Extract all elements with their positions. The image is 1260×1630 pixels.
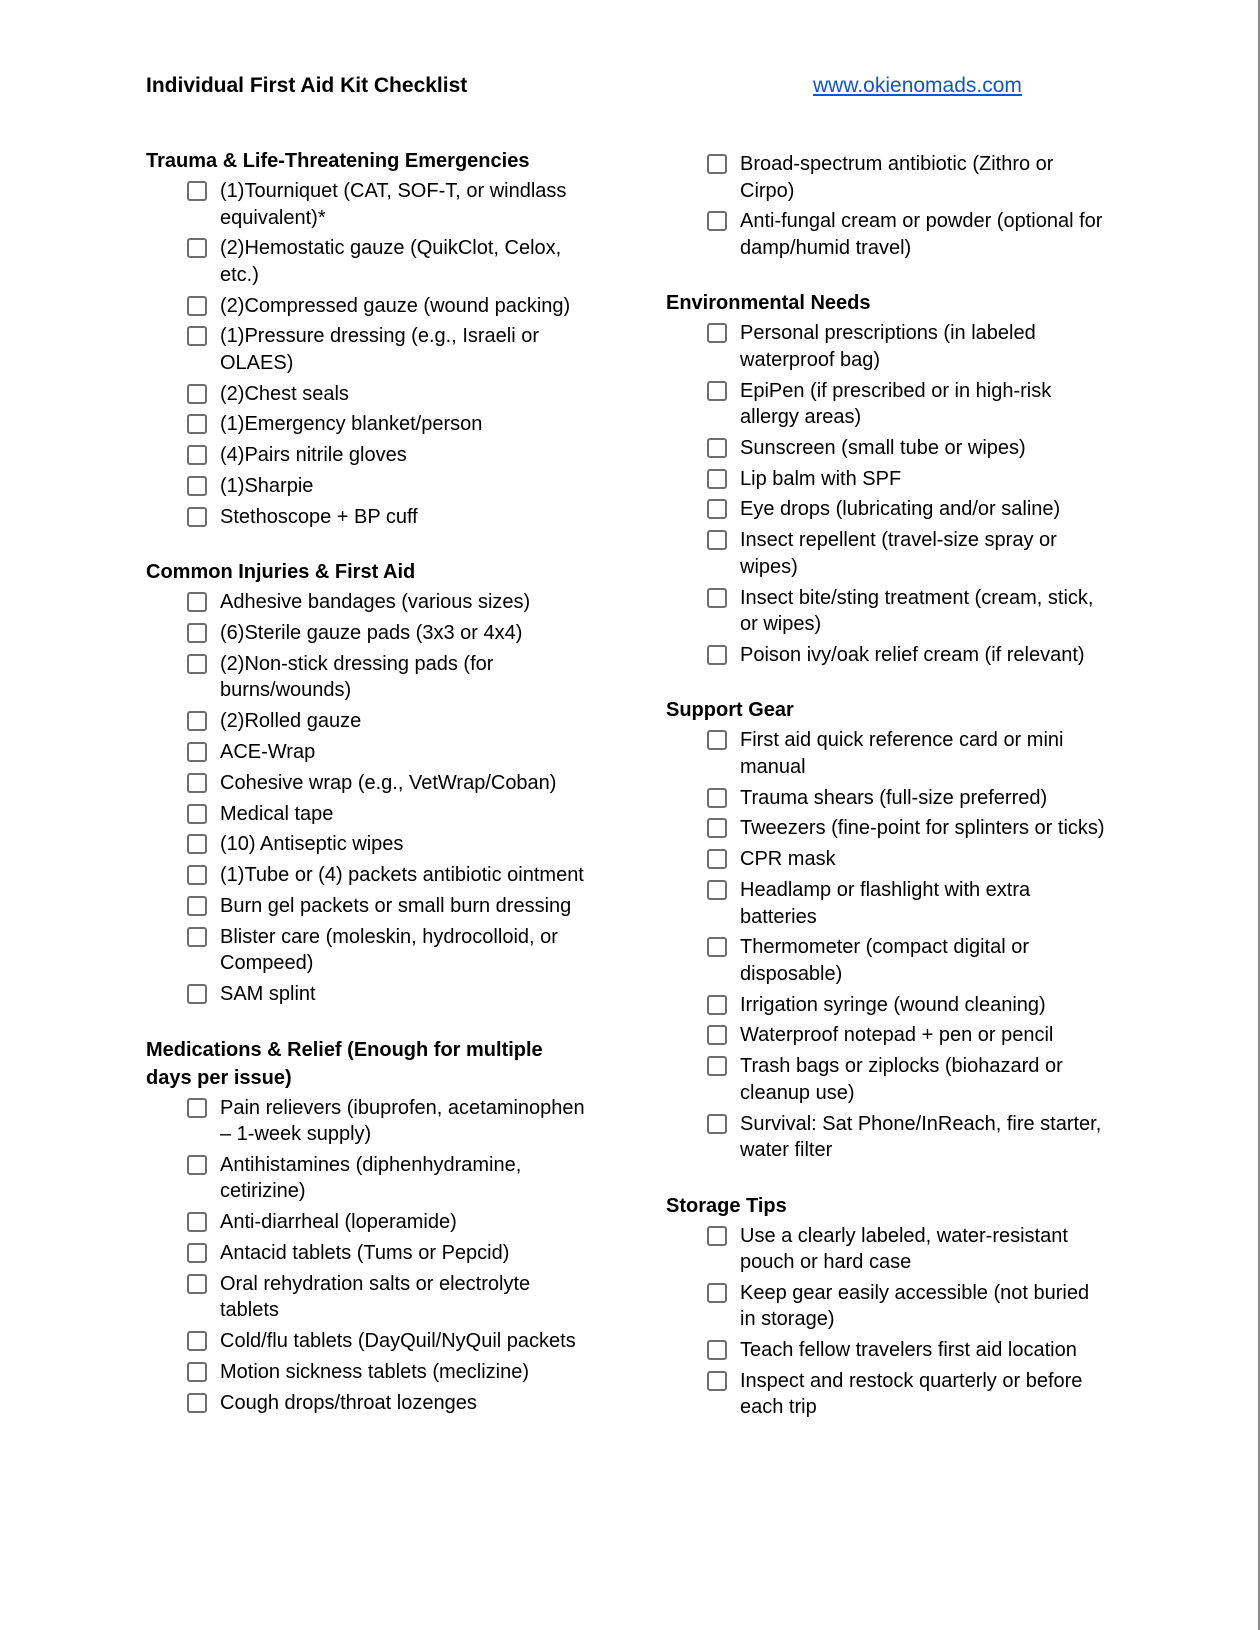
checklist-item[interactable] xyxy=(666,585,1126,638)
checklist-item-label: (4)Pairs nitrile gloves xyxy=(220,444,407,467)
checklist-item[interactable] xyxy=(146,235,606,288)
checkbox-icon[interactable] xyxy=(187,1212,207,1232)
checklist-item[interactable] xyxy=(146,831,606,858)
section-heading: Trauma & Life-Threatening Emergencies xyxy=(146,150,530,172)
checklist-item-label: (1)Tube or (4) packets antibiotic ointment xyxy=(220,864,584,887)
checklist-item-label: Insect repellent (travel-size spray or wipes) xyxy=(740,529,1057,578)
checklist-item[interactable] xyxy=(666,992,1126,1019)
checklist xyxy=(146,178,606,530)
checklist-item[interactable] xyxy=(146,708,606,735)
checklist-item[interactable] xyxy=(146,323,606,376)
checklist-item-label: (6)Sterile gauze pads (3x3 or 4x4) xyxy=(220,622,523,645)
checkbox-icon[interactable] xyxy=(707,1283,727,1303)
checklist-item[interactable] xyxy=(146,924,606,977)
checkbox-icon[interactable] xyxy=(187,1274,207,1294)
checkbox-icon[interactable] xyxy=(187,896,207,916)
checklist-item-label: Pain relievers (ibuprofen, acetaminophen – 1-week supply) xyxy=(220,1096,585,1146)
checkbox-icon[interactable] xyxy=(707,645,727,665)
checklist-item-label: (2)Compressed gauze (wound packing) xyxy=(220,294,571,317)
checklist-item[interactable] xyxy=(146,770,606,797)
section-medications-relief-enough-for-multiple-d xyxy=(146,1036,606,1417)
section-environmental-needs xyxy=(666,289,1126,668)
checkbox-icon[interactable] xyxy=(707,323,727,343)
checklist-item[interactable] xyxy=(666,1368,1126,1421)
checklist-item[interactable] xyxy=(666,496,1126,523)
checklist-item[interactable] xyxy=(146,1271,606,1324)
section-heading: Common Injuries & First Aid xyxy=(146,561,416,584)
checkbox-icon[interactable] xyxy=(187,1243,207,1263)
checklist-item[interactable] xyxy=(146,589,606,616)
checkbox-icon[interactable] xyxy=(187,1393,207,1413)
checklist-item[interactable] xyxy=(666,151,1126,204)
checkbox-icon[interactable] xyxy=(187,623,207,643)
checklist xyxy=(146,589,606,1007)
checkbox-icon[interactable] xyxy=(187,384,207,404)
checkbox-icon[interactable] xyxy=(187,865,207,885)
checklist-item[interactable] xyxy=(146,1209,606,1236)
checkbox-icon[interactable] xyxy=(707,849,727,869)
checklist-item-label: Adhesive bandages (various sizes) xyxy=(220,591,531,614)
checklist-item[interactable] xyxy=(666,815,1126,842)
checkbox-icon[interactable] xyxy=(187,445,207,465)
checkbox-icon[interactable] xyxy=(707,1025,727,1045)
checkbox-icon[interactable] xyxy=(187,326,207,346)
checklist-item-label: Cohesive wrap (e.g., VetWrap/Coban) xyxy=(220,771,557,794)
checklist-item-label: CPR mask xyxy=(740,848,836,871)
checklist-item-label: (1)Tourniquet (CAT, SOF-T, or windlass equivalent)* xyxy=(220,180,567,229)
checklist-item[interactable] xyxy=(666,1223,1126,1276)
checklist-item[interactable] xyxy=(146,1390,606,1417)
checklist-item-label: Stethoscope + BP cuff xyxy=(220,505,418,528)
checklist-item-label: (1)Emergency blanket/person xyxy=(220,413,483,436)
checkbox-icon[interactable] xyxy=(187,742,207,762)
checkbox-icon[interactable] xyxy=(187,1155,207,1175)
checkbox-icon[interactable] xyxy=(707,1056,727,1076)
checklist-item-label: Sunscreen (small tube or wipes) xyxy=(740,436,1026,459)
section-heading: Environmental Needs xyxy=(666,292,871,315)
checklist-item-label: Lip balm with SPF xyxy=(740,467,902,490)
checkbox-icon[interactable] xyxy=(707,1340,727,1360)
checkbox-icon[interactable] xyxy=(707,381,727,401)
checklist-item-label: Eye drops (lubricating and/or saline) xyxy=(740,498,1061,521)
checklist-item[interactable] xyxy=(146,862,606,889)
checkbox-icon[interactable] xyxy=(707,730,727,750)
checklist-item[interactable] xyxy=(666,1337,1126,1364)
checkbox-icon[interactable] xyxy=(187,181,207,201)
checkbox-icon[interactable] xyxy=(187,711,207,731)
checklist-item[interactable] xyxy=(666,877,1126,930)
checklist-item-label: Burn gel packets or small burn dressing xyxy=(220,895,572,918)
section-storage-tips xyxy=(666,1192,1126,1421)
right-column xyxy=(666,151,1126,1449)
checklist-item-label: (2)Hemostatic gauze (QuikClot, Celox, etc.) xyxy=(220,237,562,286)
checklist-item[interactable] xyxy=(146,1152,606,1205)
checklist-item-label: Motion sickness tablets (meclizine) xyxy=(220,1360,529,1383)
checkbox-icon[interactable] xyxy=(187,834,207,854)
checklist-item-label: Antacid tablets (Tums or Pepcid) xyxy=(220,1242,510,1265)
checkbox-icon[interactable] xyxy=(187,773,207,793)
checkbox-icon[interactable] xyxy=(187,1362,207,1382)
checklist xyxy=(666,727,1126,1163)
checklist-item[interactable] xyxy=(666,727,1126,780)
checkbox-icon[interactable] xyxy=(707,1371,727,1391)
checklist-item-label: (2)Non-stick dressing pads (for burns/wounds) xyxy=(220,652,494,702)
checklist-item[interactable] xyxy=(146,651,606,704)
checklist-item-label: Antihistamines (diphenhydramine, cetirizine) xyxy=(220,1153,522,1203)
checklist-item-label: (1)Sharpie xyxy=(220,475,314,498)
checkbox-icon[interactable] xyxy=(707,818,727,838)
checklist-item-label: Teach fellow travelers first aid location xyxy=(740,1339,1077,1362)
checkbox-icon[interactable] xyxy=(187,476,207,496)
checkbox-icon[interactable] xyxy=(707,937,727,957)
checklist-item-label: (2)Rolled gauze xyxy=(220,710,362,733)
checkbox-icon[interactable] xyxy=(707,154,727,174)
checklist-item[interactable] xyxy=(146,411,606,438)
checklist-item[interactable] xyxy=(666,1022,1126,1049)
checklist-item[interactable] xyxy=(146,1328,606,1355)
checklist-item-label: Medical tape xyxy=(220,802,334,825)
section-heading: Medications & Relief (Enough for multiple days per issue) xyxy=(146,1038,543,1089)
section-heading: Storage Tips xyxy=(666,1194,787,1217)
checkbox-icon[interactable] xyxy=(707,1226,727,1246)
checklist-item-label: Tweezers (fine-point for splinters or ticks) xyxy=(740,817,1105,840)
checklist-item-label: Use a clearly labeled, water-resistant pouch or hard case xyxy=(740,1224,1068,1274)
checklist-item[interactable] xyxy=(146,293,606,320)
checklist-item[interactable] xyxy=(666,1053,1126,1106)
checklist-item[interactable] xyxy=(666,1280,1126,1333)
checklist xyxy=(666,151,1126,261)
checklist-item-label: Survival: Sat Phone/InReach, fire starter, water filter xyxy=(740,1112,1102,1162)
checkbox-icon[interactable] xyxy=(187,1331,207,1351)
section-trauma-life-threatening-emergencies xyxy=(146,147,606,530)
checklist-item[interactable] xyxy=(146,981,606,1008)
checkbox-icon[interactable] xyxy=(187,296,207,316)
checkbox-icon[interactable] xyxy=(707,880,727,900)
checklist-item[interactable] xyxy=(666,320,1126,373)
checklist-item[interactable] xyxy=(146,1240,606,1267)
checklist-item[interactable] xyxy=(666,208,1126,261)
checklist-item-label: Cold/flu tablets (DayQuil/NyQuil packets xyxy=(220,1330,576,1353)
checklist-item-label: Thermometer (compact digital or disposable) xyxy=(740,936,1029,985)
checklist-item-label: Insect bite/sting treatment (cream, stick, or wipes) xyxy=(740,586,1094,636)
checklist-item-label: Personal prescriptions (in labeled waterproof bag) xyxy=(740,322,1036,371)
checklist-item-label: Cough drops/throat lozenges xyxy=(220,1391,477,1414)
checklist-item-label: Blister care (moleskin, hydrocolloid, or Compeed) xyxy=(220,925,558,975)
checkbox-icon[interactable] xyxy=(187,238,207,258)
checklist-item[interactable] xyxy=(146,801,606,828)
left-column xyxy=(146,147,606,1444)
checkbox-icon[interactable] xyxy=(187,804,207,824)
checkbox-icon[interactable] xyxy=(187,414,207,434)
checklist-item-label: Waterproof notepad + pen or pencil xyxy=(740,1024,1054,1047)
checklist-item-label: ACE-Wrap xyxy=(220,741,316,764)
checklist-item-label: First aid quick reference card or mini manual xyxy=(740,729,1064,778)
checklist-item[interactable] xyxy=(666,466,1126,493)
checklist-item-label: Irrigation syringe (wound cleaning) xyxy=(740,993,1046,1016)
checklist-item[interactable] xyxy=(666,785,1126,812)
website-link[interactable]: www.okienomads.com xyxy=(813,74,1022,97)
document-title: Individual First Aid Kit Checklist xyxy=(146,74,468,97)
checklist-item[interactable] xyxy=(146,178,606,231)
checkbox-icon[interactable] xyxy=(707,499,727,519)
checklist-item[interactable] xyxy=(146,620,606,647)
checklist-item-label: Anti-diarrheal (loperamide) xyxy=(220,1211,457,1234)
section-common-injuries-first-aid xyxy=(146,558,606,1007)
checkbox-icon[interactable] xyxy=(707,788,727,808)
section-continued xyxy=(666,151,1126,261)
checkbox-icon[interactable] xyxy=(187,1098,207,1118)
checkbox-icon[interactable] xyxy=(187,654,207,674)
checklist-item-label: (2)Chest seals xyxy=(220,382,349,405)
checklist-item[interactable] xyxy=(146,473,606,500)
checkbox-icon[interactable] xyxy=(707,995,727,1015)
checklist-item-label: Keep gear easily accessible (not buried in storage) xyxy=(740,1281,1090,1331)
section-support-gear xyxy=(666,696,1126,1163)
checklist-item[interactable] xyxy=(146,739,606,766)
checklist-item-label: Trash bags or ziplocks (biohazard or cleanup use) xyxy=(740,1055,1063,1104)
checkbox-icon[interactable] xyxy=(707,469,727,489)
checkbox-icon[interactable] xyxy=(187,592,207,612)
checklist-item[interactable] xyxy=(666,846,1126,873)
checklist-item[interactable] xyxy=(146,893,606,920)
checklist-item[interactable] xyxy=(146,381,606,408)
checkbox-icon[interactable] xyxy=(707,1114,727,1134)
checklist-item-label: Headlamp or flashlight with extra batteries xyxy=(740,879,1031,928)
checklist-item-label: Inspect and restock quarterly or before each trip xyxy=(740,1369,1083,1419)
checklist-item[interactable] xyxy=(146,442,606,469)
checkbox-icon[interactable] xyxy=(187,507,207,527)
checklist-item[interactable] xyxy=(666,527,1126,580)
checklist-item-label: Poison ivy/oak relief cream (if relevant) xyxy=(740,643,1085,666)
checkbox-icon[interactable] xyxy=(707,211,727,231)
checklist xyxy=(666,320,1126,668)
checklist-item-label: (10) Antiseptic wipes xyxy=(220,833,404,856)
checklist-item[interactable] xyxy=(666,934,1126,987)
checklist xyxy=(666,1223,1126,1421)
checklist xyxy=(146,1095,606,1417)
checkbox-icon[interactable] xyxy=(187,927,207,947)
checkbox-icon[interactable] xyxy=(707,588,727,608)
checklist-item-label: (1)Pressure dressing (e.g., Israeli or OLAES) xyxy=(220,325,540,374)
checklist-item-label: SAM splint xyxy=(220,983,316,1006)
checklist-item[interactable] xyxy=(146,1359,606,1386)
checklist-item[interactable] xyxy=(666,642,1126,669)
checkbox-icon[interactable] xyxy=(707,530,727,550)
checkbox-icon[interactable] xyxy=(707,438,727,458)
checkbox-icon[interactable] xyxy=(187,984,207,1004)
checklist-item[interactable] xyxy=(666,378,1126,431)
checklist-item[interactable] xyxy=(666,435,1126,462)
checklist-item[interactable] xyxy=(146,504,606,531)
checklist-item-label: Anti-fungal cream or powder (optional for damp/humid travel) xyxy=(740,210,1103,259)
checklist-item-label: Oral rehydration salts or electrolyte tablets xyxy=(220,1272,531,1322)
checklist-item-label: Trauma shears (full-size preferred) xyxy=(740,786,1048,809)
section-heading: Support Gear xyxy=(666,699,794,722)
checklist-item-label: Broad-spectrum antibiotic (Zithro or Cirpo) xyxy=(740,153,1054,202)
checklist-item-label: EpiPen (if prescribed or in high-risk allergy areas) xyxy=(740,379,1052,429)
checklist-item[interactable] xyxy=(666,1111,1126,1164)
checklist-item[interactable] xyxy=(146,1095,606,1148)
